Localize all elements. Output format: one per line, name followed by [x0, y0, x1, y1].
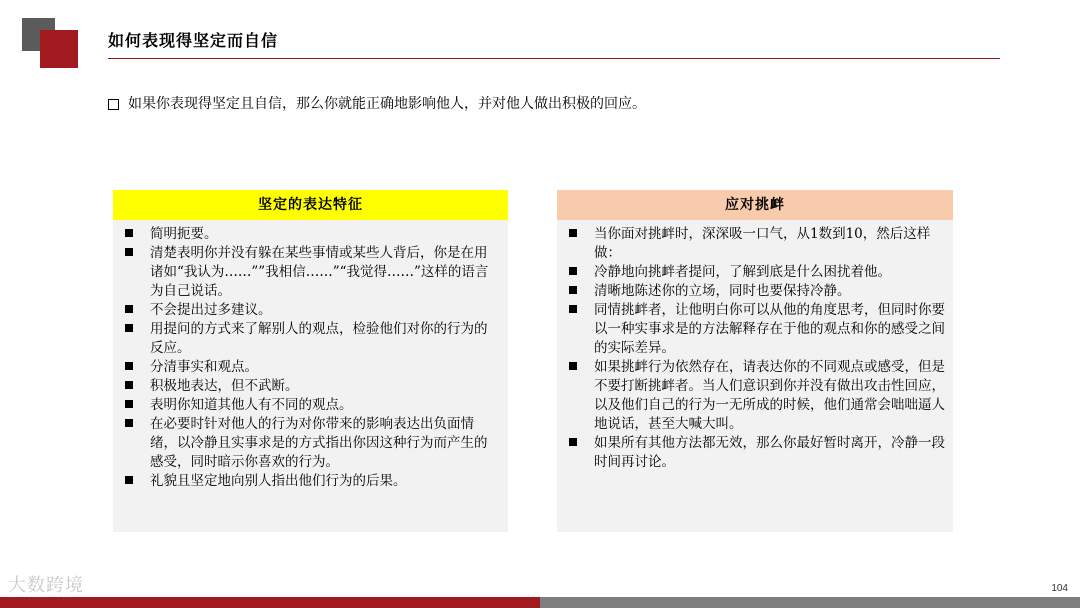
assertive-traits-heading: 坚定的表达特征 — [113, 190, 508, 220]
list-item: 积极地表达，但不武断。 — [125, 377, 500, 396]
square-bullet-icon — [125, 324, 133, 332]
square-bullet-icon — [125, 419, 133, 427]
list-item: 用提问的方式来了解别人的观点，检验他们对你的行为的反应。 — [125, 320, 500, 358]
list-item: 如果挑衅行为依然存在，请表达你的不同观点或感受，但是不要打断挑衅者。当人们意识到你并没有做出攻击性回应，以及他们自己的行为一无所成的时候，他们通常会咄咄逼人地说话，甚至大喊大叫。 — [569, 358, 945, 434]
logo-red-square — [40, 30, 78, 68]
square-bullet-icon — [569, 267, 577, 275]
list-item: 如果所有其他方法都无效，那么你最好暂时离开，冷静一段时间再讨论。 — [569, 434, 945, 472]
page-number: 104 — [1051, 583, 1068, 594]
square-bullet-icon — [125, 248, 133, 256]
list-item: 表明你知道其他人有不同的观点。 — [125, 396, 500, 415]
square-bullet-icon — [569, 229, 577, 237]
list-item: 不会提出过多建议。 — [125, 301, 500, 320]
list-item: 分清事实和观点。 — [125, 358, 500, 377]
square-bullet-icon — [569, 286, 577, 294]
square-bullet-icon — [125, 400, 133, 408]
footer-gray-bar — [540, 597, 1080, 608]
square-bullet-icon — [569, 305, 577, 313]
list-item: 当你面对挑衅时，深深吸一口气，从1数到10，然后这样做： — [569, 225, 945, 263]
slide-title: 如何表现得坚定而自信 — [108, 31, 279, 50]
list-item: 清晰地陈述你的立场，同时也要保持冷静。 — [569, 282, 945, 301]
list-item: 同情挑衅者，让他明白你可以从他的角度思考，但同时你要以一种实事求是的方法解释存在于他的观点和你的感受之间的实际差异。 — [569, 301, 945, 358]
assertive-traits-panel — [113, 190, 508, 532]
assertive-traits-list — [113, 220, 508, 491]
square-bullet-icon — [125, 476, 133, 484]
list-item: 礼貌且坚定地向别人指出他们行为的后果。 — [125, 472, 500, 491]
square-bullet-icon — [569, 362, 577, 370]
hollow-square-bullet-icon — [108, 99, 119, 110]
handling-provocation-heading: 应对挑衅 — [557, 190, 953, 220]
square-bullet-icon — [125, 305, 133, 313]
list-item: 在必要时针对他人的行为对你带来的影响表达出负面情绪，以冷静且实事求是的方式指出你因这种行为而产生的感受，同时暗示你喜欢的行为。 — [125, 415, 500, 472]
square-bullet-icon — [569, 438, 577, 446]
footer-red-bar — [0, 597, 540, 608]
list-item: 清楚表明你并没有躲在某些事情或某些人背后，你是在用诸如“我认为……””我相信……”“我觉得……”这样的语言为自己说话。 — [125, 244, 500, 301]
square-bullet-icon — [125, 362, 133, 370]
intro-line — [108, 95, 646, 113]
title-divider — [108, 58, 1000, 59]
handling-provocation-panel — [557, 190, 953, 532]
list-item: 冷静地向挑衅者提问，了解到底是什么困扰着他。 — [569, 263, 945, 282]
watermark: 大数跨境 — [8, 575, 84, 596]
handling-provocation-list — [557, 220, 953, 472]
list-item: 简明扼要。 — [125, 225, 500, 244]
intro-text: 如果你表现得坚定且自信，那么你就能正确地影响他人，并对他人做出积极的回应。 — [128, 96, 646, 112]
square-bullet-icon — [125, 229, 133, 237]
square-bullet-icon — [125, 381, 133, 389]
